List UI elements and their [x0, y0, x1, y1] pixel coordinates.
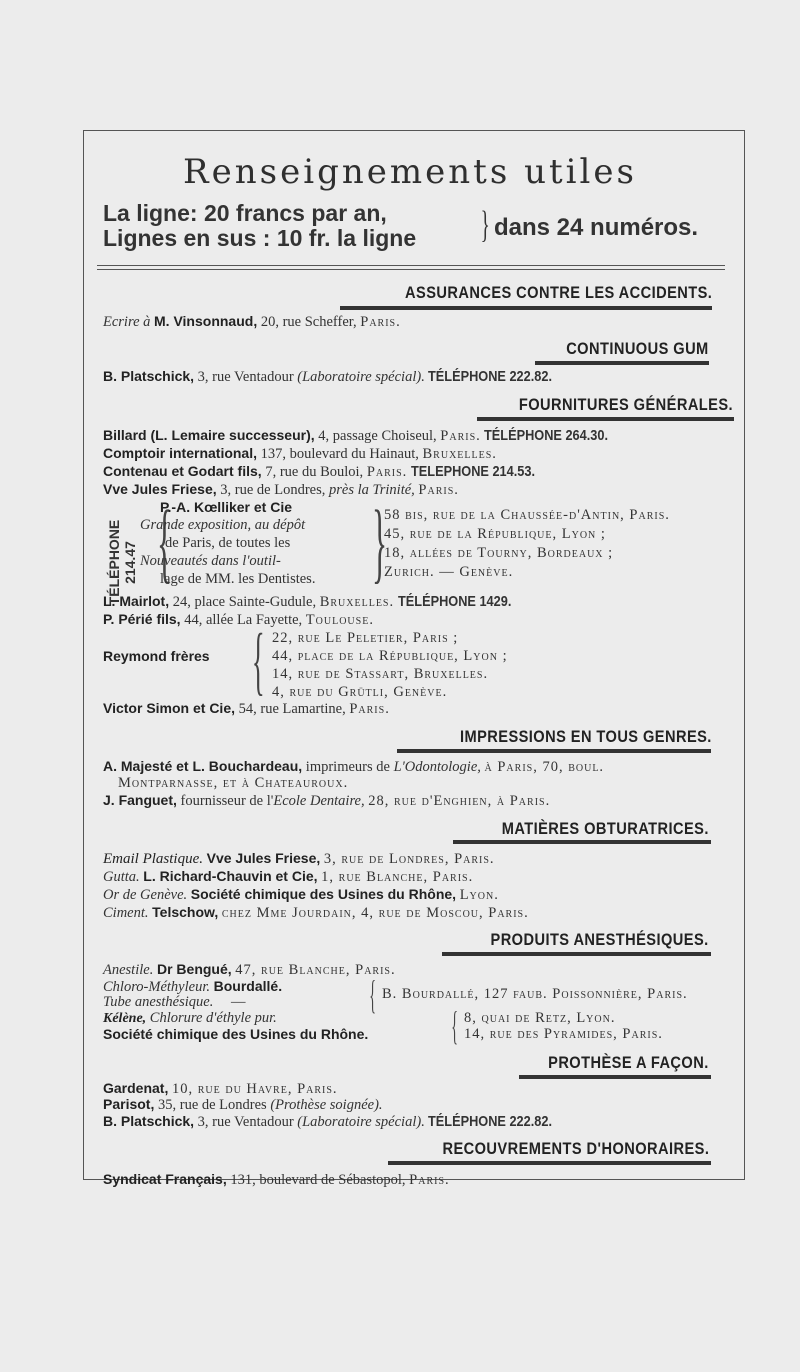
entry-kelene: Kélène, Chlorure d'éthyle pur. [103, 1010, 277, 1026]
rhone-address-1: 8, quai de Retz, Lyon. [464, 1010, 616, 1026]
entry-gardenat: Gardenat, 10, rue du Havre, Paris. [103, 1080, 338, 1097]
entry-ciment: Ciment. Telschow, chez Mme Jourdain, 4, rue de Moscou, Paris. [103, 904, 529, 921]
reymond-address-1: 22, rue Le Peletier, Paris ; [272, 630, 459, 646]
section-rule [453, 840, 711, 844]
entry-syndicat: Syndicat Français, 131, boulevard de Sébastopol, Paris. [103, 1171, 450, 1188]
bourdalle-address: B. Bourdallé, 127 faub. Poissonnière, Paris. [382, 986, 688, 1002]
entry-parisot: Parisot, 35, rue de Londres (Prothèse soignée). [103, 1096, 383, 1113]
page-title: Renseignements utiles [183, 152, 637, 192]
section-title-prothese: PROTHÈSE A FAÇON. [548, 1053, 709, 1072]
koelliker-address-3: 18, allées de Tourny, Bordeaux ; [384, 545, 614, 561]
koelliker-line-5: lage de MM. les Dentistes. [160, 571, 316, 587]
entry-perie: P. Périé fils, 44, allée La Fayette, Toulouse. [103, 611, 374, 628]
section-title-assurances: ASSURANCES CONTRE LES ACCIDENTS. [404, 283, 712, 302]
entry-platschick-2: B. Platschick, 3, rue Ventadour (Laboratoire spécial). TÉLÉPHONE 222.82. [103, 1113, 553, 1130]
entry-platschick: B. Platschick, 3, rue Ventadour (Laboratoire spécial). TÉLÉPHONE 222.82. [103, 368, 553, 385]
entry-chloro: Chloro-Méthyleur. Bourdallé. [103, 978, 283, 995]
brace: } [372, 493, 388, 592]
entry-email-plastique: Email Plastique. Vve Jules Friese, 3, rue de Londres, Paris. [103, 850, 495, 867]
brace: } [480, 204, 490, 246]
entry-victor-simon: Victor Simon et Cie, 54, rue Lamartine, Paris. [103, 700, 390, 717]
entry-contenau: Contenau et Godart fils, 7, rue du Bouloi, Paris. TELEPHONE 214.53. [103, 463, 535, 480]
brace: { [157, 493, 173, 592]
entry-gutta: Gutta. L. Richard-Chauvin et Cie, 1, rue Blanche, Paris. [103, 868, 474, 885]
entry-friese: Vve Jules Friese, 3, rue de Londres, près la Trinité, Paris. [103, 481, 459, 498]
koelliker-line-3: de Paris, de toutes les [165, 535, 291, 551]
section-title-gum: CONTINUOUS GUM [566, 339, 709, 358]
price-line-2: Lignes en sus : 10 fr. la ligne [103, 225, 417, 251]
price-right: dans 24 numéros. [494, 214, 699, 241]
entry-tube: Tube anesthésique. — [103, 994, 246, 1010]
entry-comptoir: Comptoir international, 137, boulevard du Hainaut, Bruxelles. [103, 445, 497, 462]
entry-billard: Billard (L. Lemaire successeur), 4, passage Choiseul, Paris. TÉLÉPHONE 264.30. [103, 427, 609, 444]
section-title-anesthesiques: PRODUITS ANESTHÉSIQUES. [490, 930, 709, 949]
entry-fanguet: J. Fanguet, fournisseur de l'Ecole Dentaire, 28, rue d'Enghien, à Paris. [103, 792, 551, 809]
reymond-address-2: 44, place de la République, Lyon ; [272, 648, 508, 664]
reymond-address-4: 4, rue du Grütli, Genève. [272, 684, 448, 700]
section-rule [397, 749, 711, 753]
section-rule [388, 1161, 711, 1165]
section-title-impressions: IMPRESSIONS EN TOUS GENRES. [460, 727, 712, 746]
section-rule [535, 361, 709, 365]
brace: { [369, 972, 376, 1017]
koelliker-line-4: Nouveautés dans l'outil- [140, 553, 281, 569]
section-rule [519, 1075, 711, 1079]
section-rule [442, 952, 711, 956]
entry-vinsonnaud: Ecrire à M. Vinsonnaud, 20, rue Scheffer, Paris. [103, 313, 401, 330]
double-rule [97, 265, 725, 270]
price-line-1: La ligne: 20 francs par an, [103, 200, 387, 226]
koelliker-name: P.-A. Kœlliker et Cie [160, 499, 293, 515]
koelliker-address-1: 58 bis, rue de la Chaussée-d'Antin, Paris. [384, 507, 670, 523]
section-rule [340, 306, 712, 310]
entry-societe-chimique: Société chimique des Usines du Rhône. [103, 1026, 369, 1042]
section-title-fournitures: FOURNITURES GÉNÉRALES. [518, 395, 733, 414]
brace: { [451, 1003, 458, 1048]
vertical-telephone-label: TÉLÉPHONE 214.47 [106, 519, 138, 606]
koelliker-address-2: 45, rue de la République, Lyon ; [384, 526, 606, 542]
entry-mairlot: L. Mairlot, 24, place Sainte-Gudule, Bruxelles. TÉLÉPHONE 1429. [103, 593, 512, 610]
entry-majeste-cont: Montparnasse, et à Chateauroux. [118, 775, 349, 791]
section-rule [477, 417, 734, 421]
entry-majeste: A. Majesté et L. Bouchardeau, imprimeurs de L'Odontologie, à Paris, 70, boul. [103, 758, 605, 775]
brace: { [251, 619, 265, 703]
koelliker-address-4: Zurich. — Genève. [384, 564, 514, 580]
section-title-recouvrements: RECOUVREMENTS D'HONORAIRES. [442, 1139, 709, 1158]
reymond-address-3: 14, rue de Stassart, Bruxelles. [272, 666, 489, 682]
rhone-address-2: 14, rue des Pyramides, Paris. [464, 1026, 663, 1042]
section-title-matieres: MATIÈRES OBTURATRICES. [501, 819, 709, 838]
reymond-name: Reymond frères [103, 648, 210, 664]
entry-anestile: Anestile. Dr Bengué, 47, rue Blanche, Paris. [103, 961, 396, 978]
entry-or-de-geneve: Or de Genève. Société chimique des Usines du Rhône, Lyon. [103, 886, 499, 903]
koelliker-line-2: Grande exposition, au dépôt [140, 517, 306, 533]
